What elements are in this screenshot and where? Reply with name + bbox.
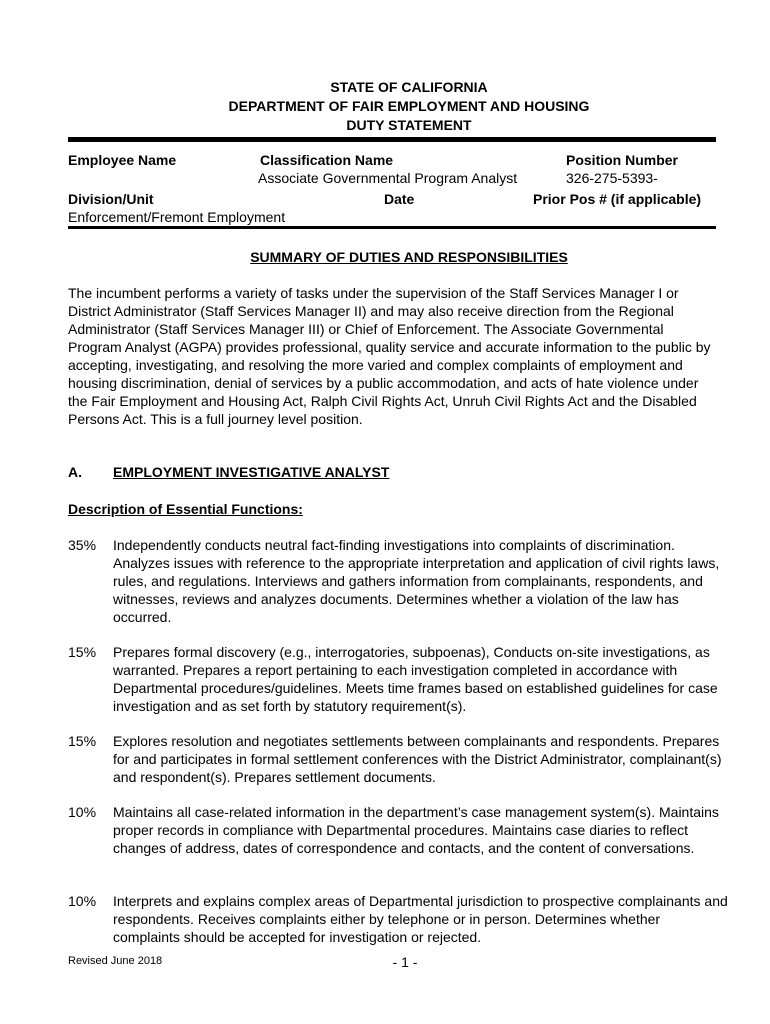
position-number-value: 326-275-5393- xyxy=(566,170,658,186)
duty-percent: 35% xyxy=(68,537,97,553)
header-state: STATE OF CALIFORNIA xyxy=(330,79,488,95)
duty-item xyxy=(68,892,728,946)
division-unit-label: Division/Unit xyxy=(68,191,154,207)
employee-name-label: Employee Name xyxy=(68,152,177,168)
fields-divider xyxy=(68,226,716,229)
duty-percent: 10% xyxy=(68,804,97,820)
summary-text: The incumbent performs a variety of tasks under the supervision of the Staff Services Manager I or District Administrator (Staff Services Manager II) and may also receive direction from the Regional Administrator (Staff Services Manager III) or Chief of Enforcement. The Associate Governmental Program Analyst (AGPA) provides professional, quality service and accurate information to the public by accepting, investigating, and resolving the more varied and complex complaints of employment and housing discrimination, denial of services by a public accommodation, and acts of hate violence under the Fair Employment and Housing Act, Ralph Civil Rights Act, Unruh Civil Rights Act and the Disabled Persons Act. This is a full journey level position. xyxy=(68,285,711,427)
duty-item xyxy=(68,643,728,715)
division-unit-value: Enforcement/Fremont Employment xyxy=(68,209,286,225)
prior-position-label: Prior Pos # (if applicable) xyxy=(533,191,702,207)
duty-text: Interprets and explains complex areas of Departmental jurisdiction to prospective complainants and respondents. Receives complaints either by telephone or in person. Determines whether complaints should be accepted for investigation or rejected. xyxy=(113,893,728,945)
header-document-title: DUTY STATEMENT xyxy=(346,117,472,133)
duty-percent: 15% xyxy=(68,644,97,660)
essential-functions-title: Description of Essential Functions: xyxy=(68,501,303,517)
classification-name-label: Classification Name xyxy=(260,152,394,168)
section-title: EMPLOYMENT INVESTIGATIVE ANALYST xyxy=(113,464,390,480)
duty-text: Independently conducts neutral fact-finding investigations into complaints of discrimination. Analyzes issues with reference to the appropriate interpretation and application of civil rights laws, rules, and regulations. Interviews and gathers information from complainants, respondents, and witnesses, reviews and analyzes documents. Determines whether a violation of the law has occurred. xyxy=(113,537,720,625)
summary-title: SUMMARY OF DUTIES AND RESPONSIBILITIES xyxy=(250,249,568,265)
duty-percent: 10% xyxy=(68,893,97,909)
duty-item xyxy=(68,536,728,626)
duty-percent: 15% xyxy=(68,733,97,749)
duty-item xyxy=(68,803,728,857)
duty-item xyxy=(68,732,728,786)
page-number: - 1 - xyxy=(392,954,418,970)
duty-text: Prepares formal discovery (e.g., interrogatories, subpoenas), Conducts on-site investigations, as warranted. Prepares a report pertaining to each investigation completed in accordance with Departmental procedures/guidelines. Meets time frames based on established guidelines for case investigation and as set forth by statutory requirement(s). xyxy=(113,644,718,714)
classification-name-value: Associate Governmental Program Analyst xyxy=(258,170,518,186)
header-department: DEPARTMENT OF FAIR EMPLOYMENT AND HOUSING xyxy=(228,98,590,114)
section-letter: A. xyxy=(68,464,82,480)
date-label: Date xyxy=(384,191,415,207)
duty-text: Explores resolution and negotiates settlements between complainants and respondents. Prepares for and participates in formal settlement conferences with the District Administrator, complainant(s) and respondent(s). Prepares settlement documents. xyxy=(113,733,722,785)
header-divider xyxy=(68,137,716,142)
revision-date: Revised June 2018 xyxy=(68,955,163,967)
position-number-label: Position Number xyxy=(566,152,679,168)
duty-text: Maintains all case-related information in the department’s case management system(s). Maintains proper records in compliance with Departmental procedures. Maintains case diaries to reflect changes of address, dates of correspondence and contacts, and the content of conversations. xyxy=(113,804,719,856)
